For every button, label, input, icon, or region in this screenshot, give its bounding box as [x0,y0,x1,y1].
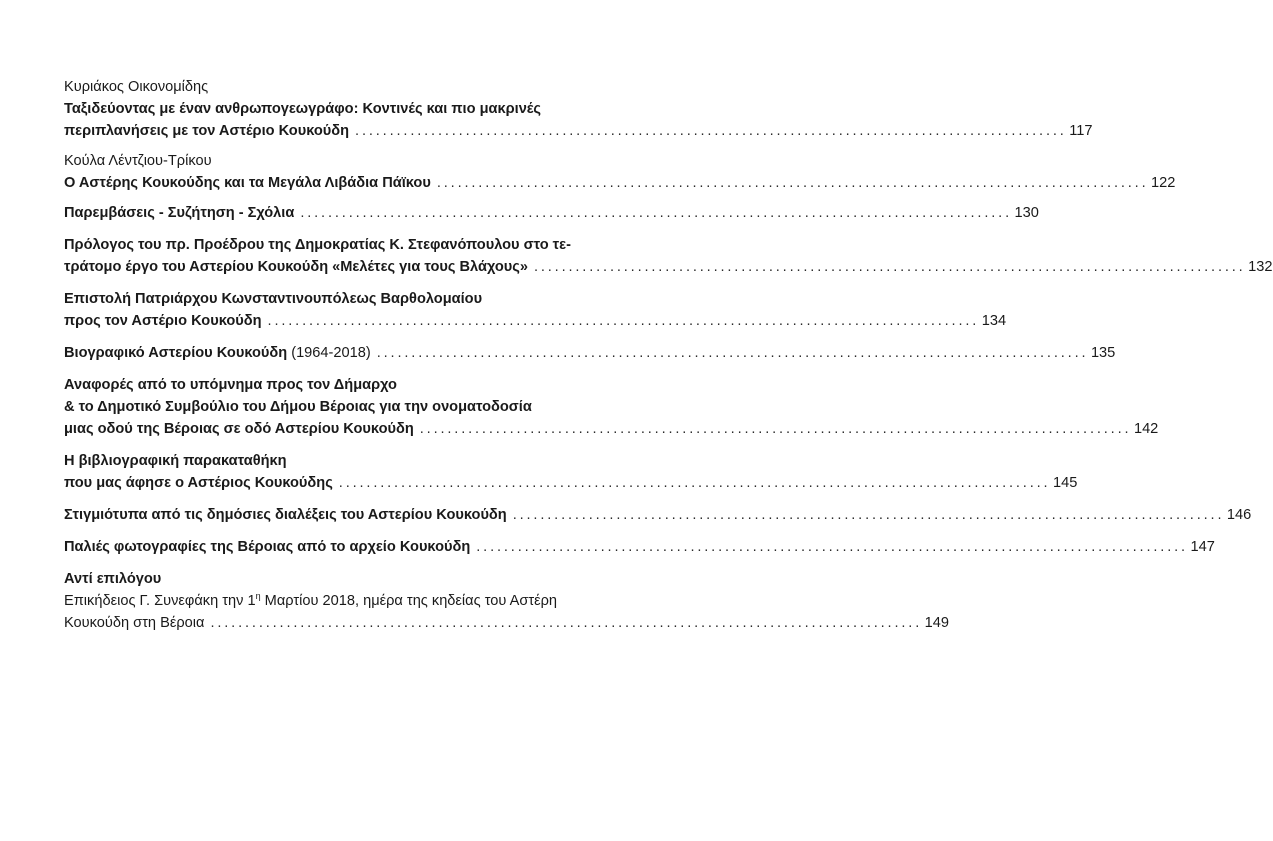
entry-leader-line [64,472,1078,494]
toc-entry [64,76,1093,142]
dot-leader [210,612,918,634]
toc-entry [64,342,1116,364]
entry-title-line: που μας άφησε ο Αστέριος Κουκούδης [64,475,333,491]
dot-leader [355,120,1063,142]
ordinal-superscript: η [255,591,261,602]
entry-leader-line [64,504,1252,526]
toc-entry [64,234,1273,278]
entry-title-line: Παλιές φωτογραφίες της Βέροιας από το αρχείο Κουκούδη [64,539,471,555]
dot-leader [268,310,976,332]
page-number: 145 [1052,475,1078,491]
toc-entry [64,202,1039,224]
entry-title-line: μιας οδού της Βέροιας σε οδό Αστερίου Κουκούδη [64,421,414,437]
page-number: 147 [1190,539,1215,555]
dot-leader [534,256,1242,278]
entry-leader-line [64,418,1159,440]
toc-entry [64,568,950,634]
entry-title-line: Στιγμιότυπα από τις δημόσιες διαλέξεις του Αστερίου Κουκούδη [64,507,507,523]
entry-title-line: τράτομο έργο του Αστερίου Κουκούδη «Μελέτες για τους Βλάχους» [64,259,528,275]
toc-entry [64,288,1007,332]
entry-title-line: Πρόλογος του πρ. Προέδρου της Δημοκρατίας Κ. Στεφανόπουλου στο τε- [64,237,571,253]
dot-leader [300,202,1008,224]
entry-leader-line [64,612,950,634]
entry-leader-line [64,202,1039,224]
entry-leader-line [64,536,1215,558]
dot-leader [476,536,1184,558]
dot-leader [513,504,1221,526]
entry-author: Κυριάκος Οικονομίδης [64,79,209,95]
toc-entry [64,374,1159,440]
table-of-contents [64,76,1273,642]
entry-leader-line [64,120,1093,142]
entry-author: Κούλα Λέντζιου-Τρίκου [64,153,212,169]
toc-entry [64,536,1215,558]
entry-years: (1964-2018) [287,345,371,361]
page-number: 117 [1069,123,1093,139]
entry-title-line: προς τον Αστέριο Κουκούδη [64,313,262,329]
dot-leader [420,418,1128,440]
entry-leader-line [64,172,1176,194]
dot-leader [339,472,1047,494]
entry-title-line: Ο Αστέρης Κουκούδης και τα Μεγάλα Λιβάδια Πάϊκου [64,175,431,191]
entry-title-line: περιπλανήσεις με τον Αστέριο Κουκούδη [64,123,350,139]
entry-title-line: & το Δημοτικό Συμβούλιο του Δήμου Βέροιας για την ονοματοδοσία [64,399,532,415]
entry-title-line: Παρεμβάσεις - Συζήτηση - Σχόλια [64,205,295,221]
page-number: 130 [1014,205,1039,221]
dot-leader [437,172,1145,194]
page-number: 135 [1090,345,1116,361]
page-number: 122 [1151,175,1176,191]
page-number: 134 [981,313,1007,329]
page-number: 132 [1248,259,1273,275]
entry-title-line: Η βιβλιογραφική παρακαταθήκη [64,453,287,469]
entry-title-line [64,342,371,364]
entry-title-line: Επιστολή Πατριάρχου Κωνσταντινουπόλεως Βαρθολομαίου [64,291,483,307]
toc-entry [64,450,1078,494]
entry-leader-line [64,256,1273,278]
page-number: 142 [1133,421,1159,437]
page-number: 146 [1226,507,1252,523]
entry-title-text: Βιογραφικό Αστερίου Κουκούδη [64,345,288,361]
dot-leader [377,342,1085,364]
entry-leader-line [64,310,1007,332]
entry-title-line: Κουκούδη στη Βέροια [64,615,205,631]
entry-title-line [64,590,604,612]
entry-title-line: Ταξιδεύοντας με έναν ανθρωπογεωγράφο: Κοντινές και πιο μακρινές [64,101,541,117]
entry-title-line: Αναφορές από το υπόμνημα προς τον Δήμαρχο [64,377,397,393]
entry-leader-line [64,342,1116,364]
toc-entry [64,504,1252,526]
page-number: 149 [924,615,950,631]
toc-entry [64,150,1176,194]
entry-heading: Αντί επιλόγου [64,571,162,587]
entry-text-part: Επικήδειος Γ. Συνεφάκη την 1 [64,593,256,609]
entry-text-part: Μαρτίου 2018, ημέρα της κηδείας του Αστέρη [260,593,558,609]
